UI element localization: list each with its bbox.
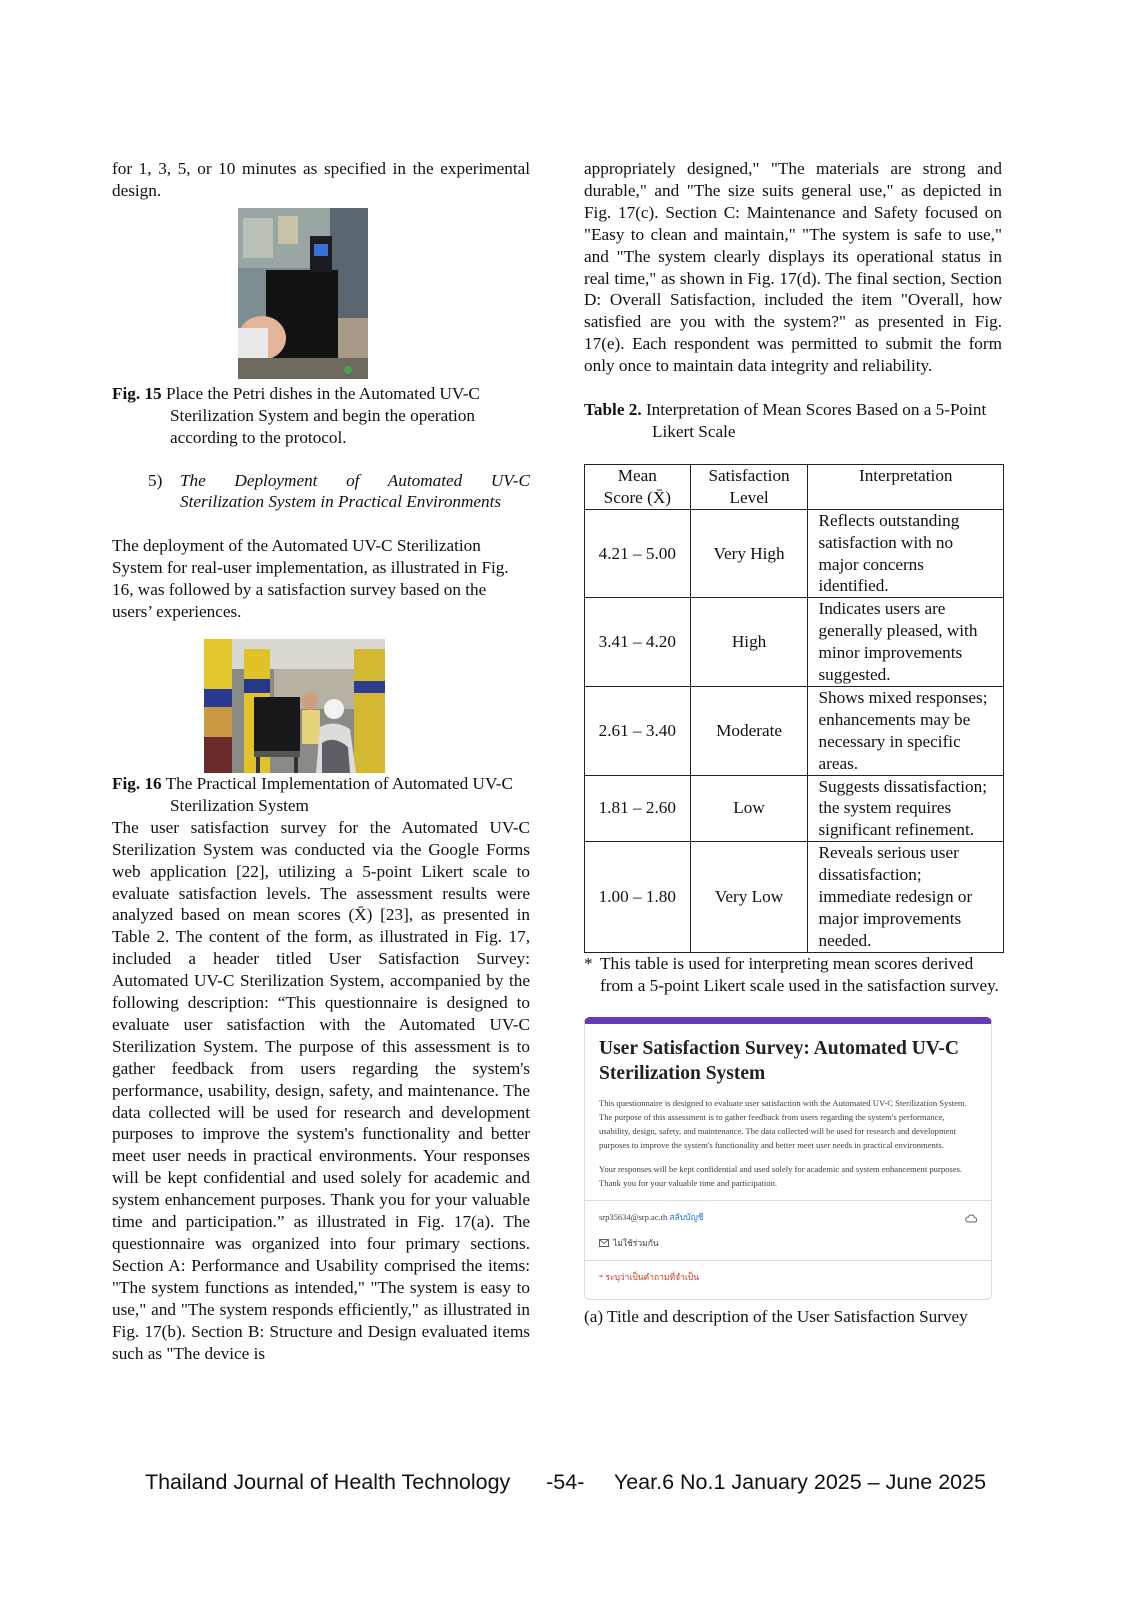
section-title-line2: Sterilization System in Practical Environments <box>180 492 502 512</box>
fig15-caption-text: Place the Petri dishes in the Automated UV-C Sterilization System and begin the operation according to the protocol. <box>165 383 480 447</box>
journal-name: Thailand Journal of Health Technology <box>144 1470 511 1494</box>
cell-interpretation: Indicates users are generally pleased, with minor improvements suggested. <box>808 598 1004 687</box>
fig15-photo <box>238 208 368 379</box>
table-row <box>585 842 1004 953</box>
header-mean-line1: Mean <box>617 465 657 485</box>
cell-interpretation: Reveals serious user dissatisfaction; immediate redesign or major improvements needed. <box>808 842 1004 953</box>
uvc-device-lab-photo <box>238 208 368 379</box>
fig15-label: Fig. 15 <box>112 383 162 403</box>
fig16-label: Fig. 16 <box>112 773 162 793</box>
left-column <box>112 158 530 1364</box>
section-title-line1: The Deployment of Automated UV-C <box>180 470 530 490</box>
fig17a-caption: (a) Title and description of the User Satisfaction Survey <box>584 1307 968 1327</box>
paragraph-exposure-time: for 1, 3, 5, or 10 minutes as specified in the experimental design. <box>112 159 530 200</box>
required-question-note: * ระบุว่าเป็นคำถามที่จำเป็น <box>599 1272 700 1283</box>
fig16-caption-text: The Practical Implementation of Automated UV-C Sterilization System <box>165 773 513 815</box>
cell-interpretation: Suggests dissatisfaction; the system requires significant refinement. <box>808 775 1004 842</box>
right-column <box>584 158 1002 1328</box>
table2-footnote <box>584 953 1002 997</box>
cell-level: Very Low <box>690 842 808 953</box>
cell-level: High <box>690 598 808 687</box>
cell-range: 2.61 – 3.40 <box>585 686 691 775</box>
section-number: 5) <box>148 470 163 490</box>
table-header-row <box>585 464 1004 509</box>
not-shared-icon <box>599 1239 609 1247</box>
cloud-icon <box>965 1213 977 1223</box>
form-account-email: srp35634@srp.ac.th <box>599 1211 668 1222</box>
footnote-asterisk: * <box>584 953 593 973</box>
form-description: This questionnaire is designed to evaluate user satisfaction with the Automated UV-C Sterilization System. The purpose of this assessment is to gather feedback from users regarding the system's performance, usability, design, safety, and maintenance. The data collected will be used for research and development purposes to improve the system's functionality and better meet user needs in practical environments. <box>599 1097 967 1150</box>
table-row <box>585 686 1004 775</box>
cell-range: 1.00 – 1.80 <box>585 842 691 953</box>
google-form-screenshot <box>584 1017 992 1301</box>
cell-level: Very High <box>690 509 808 598</box>
form-share-row <box>585 1229 991 1255</box>
cell-interpretation: Shows mixed responses; enhancements may be necessary in specific areas. <box>808 686 1004 775</box>
table-row <box>585 598 1004 687</box>
journal-issue: Year.6 No.1 January 2025 – June 2025 <box>613 1470 987 1494</box>
header-satisfaction-level <box>690 464 808 509</box>
cell-range: 4.21 – 5.00 <box>585 509 691 598</box>
header-interpretation: Interpretation <box>808 464 1004 509</box>
table2-caption-text: Interpretation of Mean Scores Based on a 5-Point Likert Scale <box>645 400 987 441</box>
paragraph-deployment: The deployment of the Automated UV-C Sterilization System for real-user implementation, as illustrated in Fig. 16, was followed by a satisfaction survey based on the users’ experiences. <box>112 536 509 622</box>
footnote-text: This table is used for interpreting mean scores derived from a 5-point Likert scale used in the satisfaction survey. <box>600 953 999 995</box>
cell-range: 3.41 – 4.20 <box>585 598 691 687</box>
page-number: -54- <box>546 1470 585 1494</box>
form-title: User Satisfaction Survey: Automated UV-C Sterilization System <box>599 1037 959 1084</box>
cell-level: Low <box>690 775 808 842</box>
table-row <box>585 509 1004 598</box>
section-5-heading <box>112 470 530 514</box>
cell-range: 1.81 – 2.60 <box>585 775 691 842</box>
table-row <box>585 775 1004 842</box>
deployment-canteen-photo <box>204 639 385 773</box>
fig16-caption <box>112 773 530 817</box>
fig16-photo <box>204 639 385 773</box>
fig15-caption <box>112 383 530 449</box>
form-account-row <box>585 1201 991 1229</box>
header-level-line2: Level <box>729 487 769 507</box>
switch-account-link[interactable]: สลับบัญชี <box>669 1211 704 1222</box>
header-mean-line2: Score (X̄) <box>603 487 671 507</box>
likert-interpretation-table <box>584 464 1004 953</box>
header-mean-score <box>585 464 691 509</box>
paragraph-survey-continued: appropriately designed," "The materials are strong and durable," and "The size suits general use," as depicted in Fig. 17(c). Section C: Maintenance and Safety focused on "Easy to clean and maintain," "The system is safe to use," and "The system clearly displays its operational status in real time," as shown in Fig. 17(d). The final section, Section D: Overall Satisfaction, included the item "Overall, how satisfied are you with the system?" as presented in Fig. 17(e). Each respondent was permitted to submit the form only once to maintain data integrity and reliability. <box>584 159 1002 376</box>
table2-caption <box>584 399 1002 443</box>
page-footer <box>0 1470 1131 1495</box>
header-level-line1: Satisfaction <box>708 465 790 485</box>
paragraph-survey: The user satisfaction survey for the Automated UV-C Sterilization System was conducted via the Google Forms web application [22], utilizing a 5-point Likert scale to evaluate satisfaction levels. The assessment results were analyzed based on mean scores (X̄) [23], as presented in Table 2. The content of the form, as illustrated in Fig. 17, included a header titled User Satisfaction Survey: Automated UV-C Sterilization System, accompanied by the following description: “This questionnaire is designed to evaluate user satisfaction with the Automated UV-C Sterilization System. The purpose of this assessment is to gather feedback from users regarding the system's performance, usability, design, safety, and maintenance. The data collected will be used for research and development purposes to improve the system's functionality and better meet user needs in practical environments. Your responses will be kept confidential and used solely for academic and system enhancement purposes. Thank you for your valuable time and participation.” as illustrated in Fig. 17(a). The questionnaire was organized into four primary sections. Section A: Performance and Usability comprised the items: "The system functions as intended," "The system is easy to use," and "The system responds efficiently," as illustrated in Fig. 17(b). Section B: Structure and Design evaluated items such as "The device is <box>112 817 530 1363</box>
cell-level: Moderate <box>690 686 808 775</box>
form-confidentiality-note: Your responses will be kept confidential and used solely for academic and system enhancement purposes. Thank you for your valuable time and participation. <box>599 1163 963 1188</box>
not-shared-text: ไม่ใช้ร่วมกัน <box>613 1237 659 1248</box>
cell-interpretation: Reflects outstanding satisfaction with no major concerns identified. <box>808 509 1004 598</box>
table2-label: Table 2. <box>584 400 642 420</box>
